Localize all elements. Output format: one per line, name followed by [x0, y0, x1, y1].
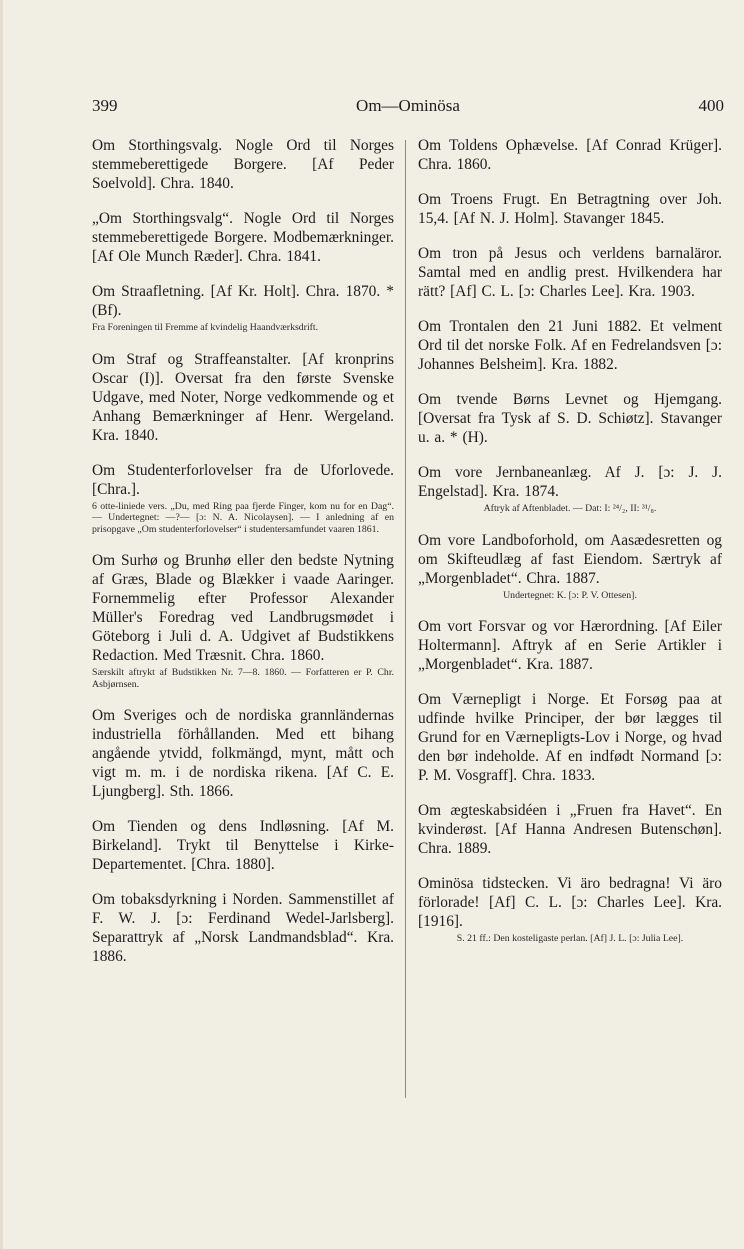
entry-text: Om Surhø og Brunhø eller den bedste Nytning af Græs, Blade og Blækker i vaade Aaringer. Fornemmelig efter Professor Alexander Müller's Foredrag ved Landbrugsmødet i Göteborg i Juli d. A. Udgivet af Budstikkens Redaction. Med Træsnit. Chra. 1860.	[92, 552, 394, 664]
entry-text: Ominösa tidstecken. Vi äro bedragna! Vi äro förlorade! [Af] C. L. [ɔ: Charles Lee]. Kra. [1916].	[418, 875, 722, 930]
bibliography-entry	[418, 244, 722, 301]
entry-note: Aftryk af Aftenbladet. — Dat: I: ²⁴/₂, II: ³¹/₈.	[483, 503, 657, 514]
bibliography-entry	[418, 390, 722, 447]
entry-text: Om vore Landboforhold, om Aasædesretten og om Skifteudlæg af fast Eiendom. Særtryk af „Morgenbladet“. Chra. 1887.	[418, 531, 722, 587]
right-column	[418, 136, 722, 961]
entry-text: Om vort Forsvar og vor Hærordning. [Af Eiler Holtermann]. Aftryk af en Serie Artikler i „Morgenbladet“. Kra. 1887.	[418, 618, 722, 673]
entry-text: Om Troens Frugt. En Betragtning over Joh. 15,4. [Af N. J. Holm]. Stavanger 1845.	[418, 191, 722, 227]
bibliography-entry	[92, 890, 394, 966]
entry-text: Om Straf og Straffeanstalter. [Af kronprins Oscar (I)]. Oversat fra den første Svenske Udgave, med Noter, Norge vedkommende og et Anhang Bemærkninger af Henr. Wergeland. Kra. 1840.	[92, 350, 394, 444]
page-header	[92, 96, 724, 122]
entry-note: 6 otte-liniede vers. „Du, med Ring paa fjerde Finger, kom nu for en Dag“. — Undertegnet: —?— [ɔ: N. A. Nicolaysen]. — I anledning af en prisopgave „Om studenterforlovelser“ i studentersamfundet vaaren 1861.	[92, 500, 394, 535]
bibliography-entry	[92, 350, 394, 445]
entry-text: Om tron på Jesus och verldens barnaläror. Samtal med en andlig prest. Hvilkendera har rätt? [Af] C. L. [ɔ: Charles Lee]. Kra. 1903.	[418, 245, 722, 300]
left-column	[92, 136, 394, 982]
entry-text: Om Tienden og dens Indløsning. [Af M. Birkeland]. Trykt til Benyttelse i Kirke-Departementet. [Chra. 1880].	[92, 818, 394, 873]
bibliography-entry	[418, 801, 722, 858]
bibliography-entry	[418, 874, 722, 945]
bibliography-entry	[92, 136, 394, 193]
bibliography-entry	[418, 190, 722, 228]
running-title: Om—Ominösa	[356, 96, 460, 115]
bibliography-entry	[418, 317, 722, 374]
bibliography-entry	[418, 136, 722, 174]
entry-note: S. 21 ff.: Den kosteligaste perlan. [Af] J. L. [ɔ: Julia Lee].	[456, 933, 684, 944]
entry-text: „Om Storthingsvalg“. Nogle Ord til Norges stemmeberettigede Borgere. Modbemærkninger. [Af Ole Munch Ræder]. Chra. 1841.	[92, 210, 394, 265]
page-number-right: 400	[698, 96, 724, 115]
bibliography-entry	[92, 209, 394, 266]
entry-text: Om Trontalen den 21 Juni 1882. Et velment Ord til det norske Folk. Af en Fedrelandsven [ɔ: Johannes Belsheim]. Kra. 1882.	[418, 318, 722, 373]
entry-text: Om ægteskabsidéen i „Fruen fra Havet“. En kvinderøst. [Af Hanna Andresen Butenschøn]. Chra. 1889.	[418, 802, 722, 857]
bibliography-entry	[418, 463, 722, 515]
entry-text: Om tobaksdyrkning i Norden. Sammenstillet af F. W. J. [ɔ: Ferdinand Wedel-Jarlsberg]. Separattryk af „Norsk Landmandsblad“. Kra. 1886.	[92, 891, 394, 965]
bibliography-entry	[92, 817, 394, 874]
entry-text: Om Studenterforlovelser fra de Uforlovede. [Chra.].	[92, 461, 394, 498]
bibliography-entry	[418, 690, 722, 785]
entry-note: Fra Foreningen til Fremme af kvindelig Haandværksdrift.	[92, 322, 319, 333]
bibliography-entry	[92, 282, 394, 334]
bibliography-entry	[92, 551, 394, 690]
bibliography-entry	[418, 617, 722, 674]
entry-text: Om Toldens Ophævelse. [Af Conrad Krüger]. Chra. 1860.	[418, 137, 722, 173]
entry-note: Undertegnet: K. [ɔ: P. V. Ottesen].	[503, 589, 637, 601]
bibliography-entry	[418, 531, 722, 602]
bibliography-entry	[92, 461, 394, 536]
bibliography-entry	[92, 706, 394, 801]
entry-text: Om Sveriges och de nordiska grannländernas industriella förhållanden. Med ett bihang angående ytvidd, folkmängd, mynt, mått och vigt m. m. i de nordiska rikena. [Af C. E. Ljungberg]. Sth. 1866.	[92, 707, 394, 800]
entry-note: Særskilt aftrykt af Budstikken Nr. 7—8. 1860. — Forfatteren er P. Chr. Asbjørnsen.	[92, 667, 394, 690]
column-divider	[405, 140, 406, 1098]
entry-text: Om Straafletning. [Af Kr. Holt]. Chra. 1870. * (Bf).	[92, 283, 394, 319]
page-number-left: 399	[92, 96, 118, 115]
entry-text: Om Værnepligt i Norge. Et Forsøg paa at udfinde hvilke Principer, der bør lægges til Grund for en Værnepligts-Lov i Norge, og hvad den bør indeholde. Af en indfødt Normand [ɔ: P. M. Vosgraff]. Chra. 1833.	[418, 691, 722, 784]
entry-text: Om vore Jernbaneanlæg. Af J. [ɔ: J. J. Engelstad]. Kra. 1874.	[418, 464, 722, 500]
entry-text: Om tvende Børns Levnet og Hjemgang. [Oversat fra Tysk af S. D. Schiøtz]. Stavanger u. a. * (H).	[418, 391, 722, 446]
entry-text: Om Storthingsvalg. Nogle Ord til Norges stemmeberettigede Borgere. [Af Peder Soelvold]. Chra. 1840.	[92, 137, 394, 192]
